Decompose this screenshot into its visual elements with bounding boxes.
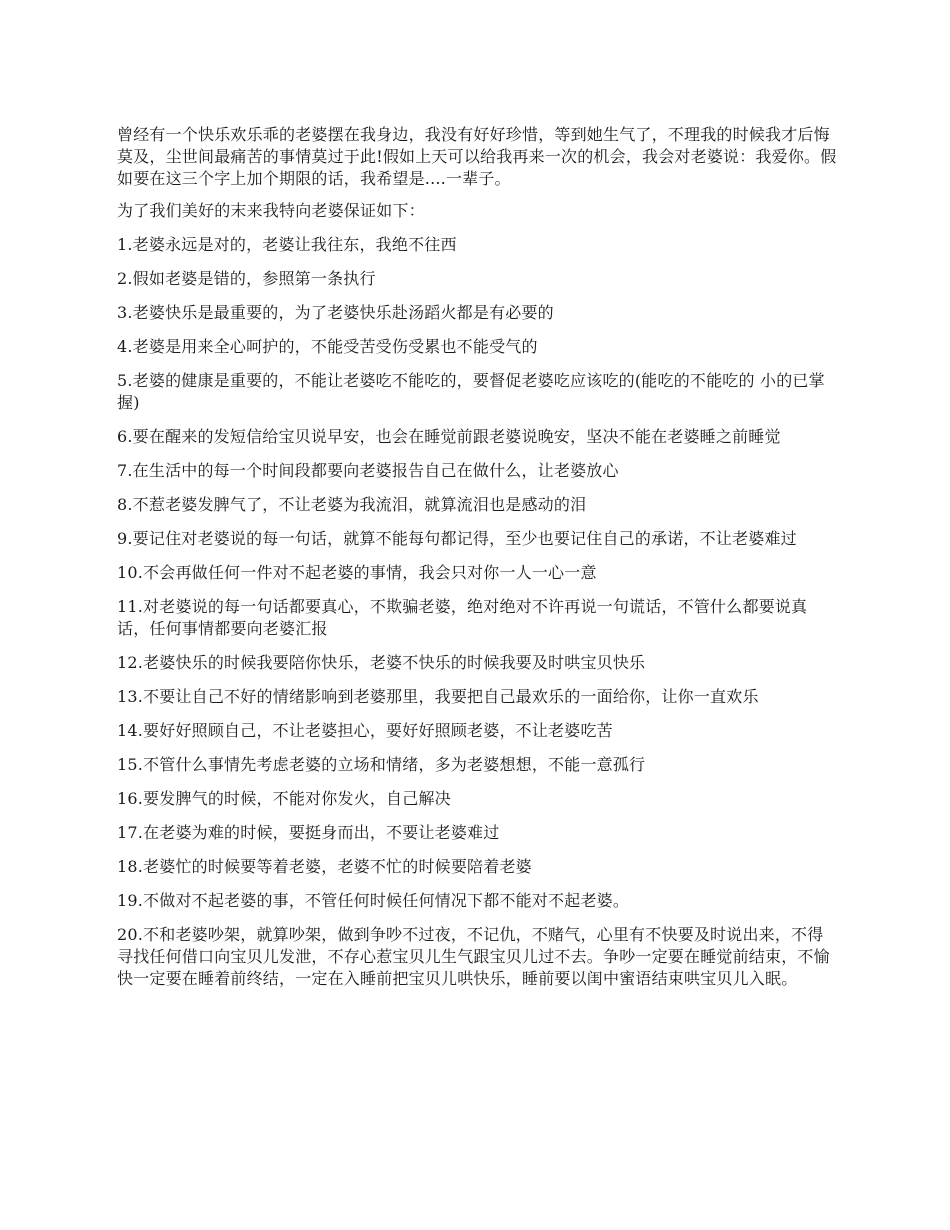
pledge-item-7: 7.在生活中的每一个时间段都要向老婆报告自己在做什么，让老婆放心	[117, 461, 619, 480]
pledge-item-12: 12.老婆快乐的时候我要陪你快乐，老婆不快乐的时候我要及时哄宝贝快乐	[117, 653, 646, 672]
pledge-item-3: 3.老婆快乐是最重要的，为了老婆快乐赴汤蹈火都是有必要的	[117, 303, 554, 322]
pledge-item-9: 9.要记住对老婆说的每一句话，就算不能每句都记得，至少也要记住自己的承诺，不让老婆难过	[117, 529, 797, 548]
pledge-item-13: 13.不要让自己不好的情绪影响到老婆那里，我要把自己最欢乐的一面给你，让你一直欢乐	[117, 687, 759, 706]
pledge-item-5: 5.老婆的健康是重要的，不能让老婆吃不能吃的，要督促老婆吃应该吃的(能吃的不能吃的 小的已掌握)	[117, 371, 825, 412]
pledge-item-2: 2.假如老婆是错的，参照第一条执行	[117, 269, 376, 288]
lead-paragraph: 为了我们美好的末来我特向老婆保证如下：	[117, 201, 425, 220]
document-body	[117, 124, 839, 1002]
intro-paragraph: 曾经有一个快乐欢乐乖的老婆摆在我身边，我没有好好珍惜，等到她生气了，不理我的时候我才后悔莫及，尘世间最痛苦的事情莫过于此!假如上天可以给我再来一次的机会，我会对老婆说：我爱你。假如要在这三个字上加个期限的话，我希望是....一辈子。	[117, 125, 837, 188]
pledge-item-17: 17.在老婆为难的时候，要挺身而出，不要让老婆难过	[117, 823, 500, 842]
pledge-item-19: 19.不做对不起老婆的事，不管任何时候任何情况下都不能对不起老婆。	[117, 891, 630, 910]
pledge-item-11: 11.对老婆说的每一句话都要真心，不欺骗老婆，绝对绝对不许再说一句谎话，不管什么都要说真话，任何事情都要向老婆汇报	[117, 597, 808, 638]
pledge-item-15: 15.不管什么事情先考虑老婆的立场和情绪，多为老婆想想，不能一意孤行	[117, 755, 646, 774]
pledge-item-14: 14.要好好照顾自己，不让老婆担心，要好好照顾老婆，不让老婆吃苦	[117, 721, 613, 740]
pledge-item-16: 16.要发脾气的时候，不能对你发火，自己解决	[117, 789, 451, 808]
pledge-item-20: 20.不和老婆吵架，就算吵架，做到争吵不过夜，不记仇，不赌气，心里有不快要及时说出来，不得寻找任何借口向宝贝儿发泄，不存心惹宝贝儿生气跟宝贝儿过不去。争吵一定要在睡觉前结束，不愉快一定要在睡着前终结，一定在入睡前把宝贝儿哄快乐，睡前要以闺中蜜语结束哄宝贝儿入眠。	[117, 925, 830, 988]
pledge-item-18: 18.老婆忙的时候要等着老婆，老婆不忙的时候要陪着老婆	[117, 857, 532, 876]
pledge-item-4: 4.老婆是用来全心呵护的，不能受苦受伤受累也不能受气的	[117, 337, 538, 356]
pledge-item-1: 1.老婆永远是对的，老婆让我往东，我绝不往西	[117, 235, 457, 254]
pledge-item-8: 8.不惹老婆发脾气了，不让老婆为我流泪，就算流泪也是感动的泪	[117, 495, 587, 514]
pledge-item-6: 6.要在醒来的发短信给宝贝说早安，也会在睡觉前跟老婆说晚安，坚决不能在老婆睡之前睡觉	[117, 427, 781, 446]
pledge-item-10: 10.不会再做任何一件对不起老婆的事情，我会只对你一人一心一意	[117, 563, 597, 582]
